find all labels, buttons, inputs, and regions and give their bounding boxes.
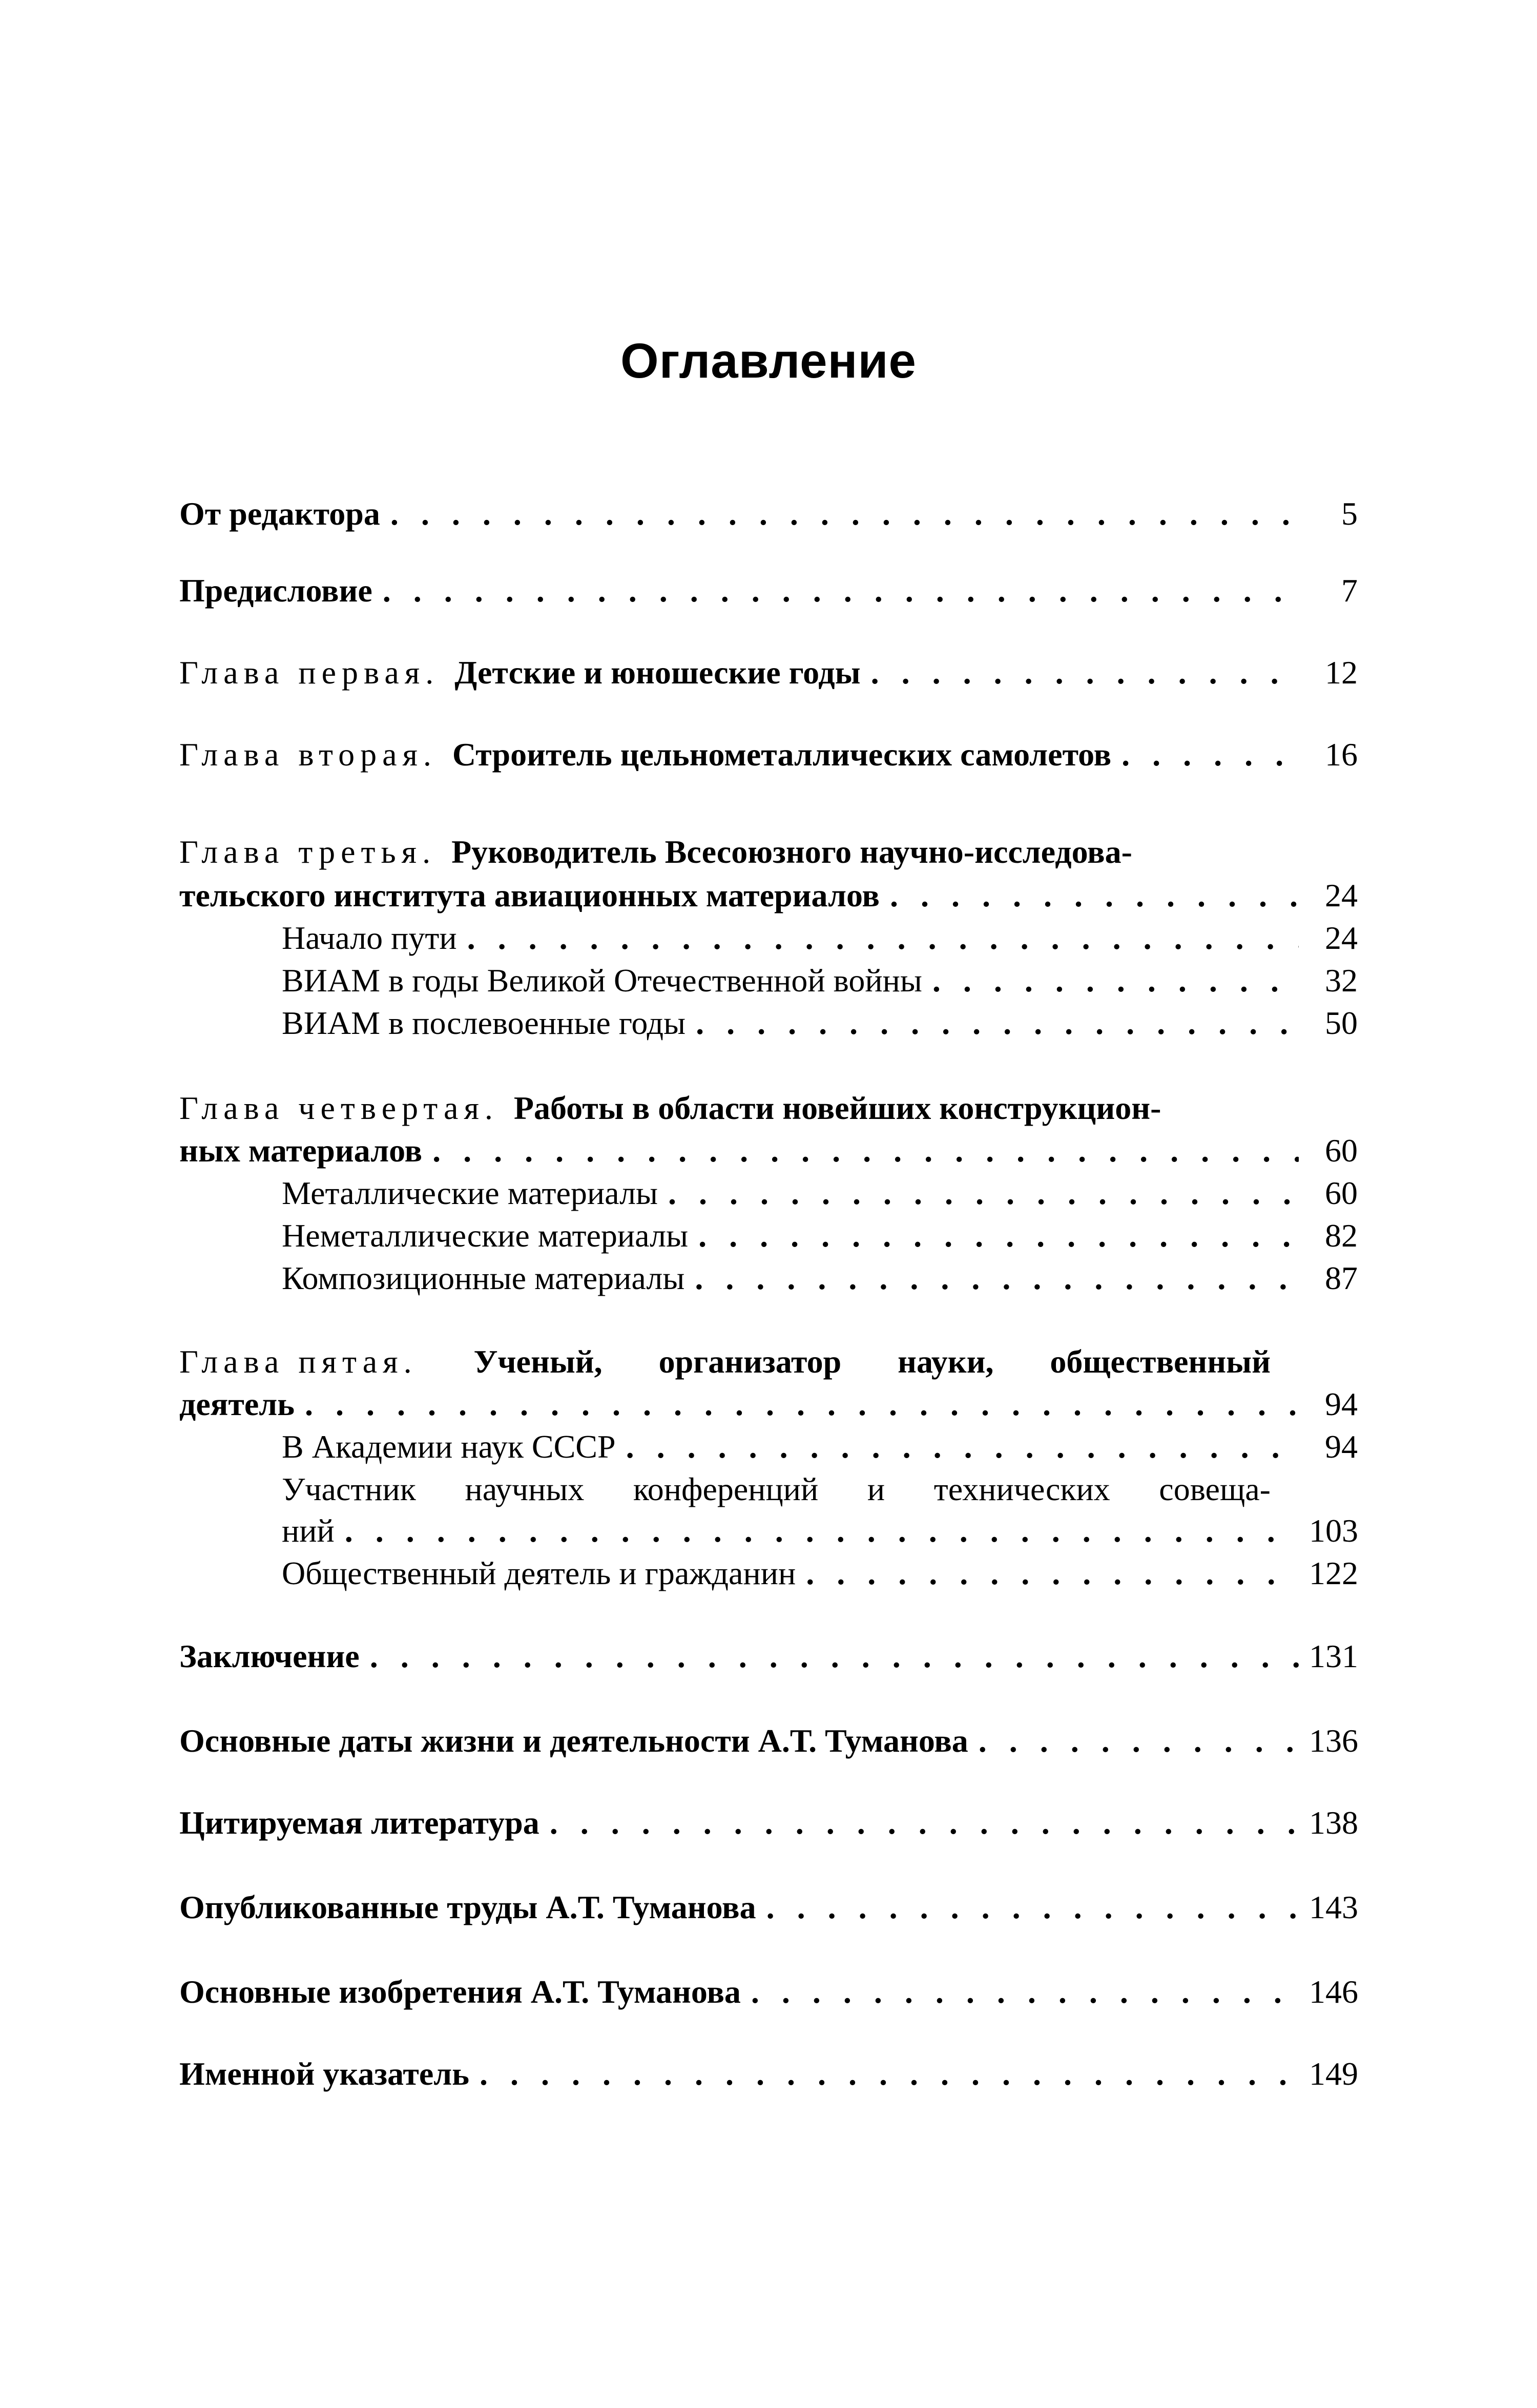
toc-entry-chapter-4-line2[interactable] xyxy=(179,1129,1358,1170)
toc-subentry-label: Начало пути xyxy=(282,920,457,956)
toc-page-number: 7 xyxy=(1341,572,1358,609)
toc-subentry[interactable] xyxy=(282,1256,1358,1297)
dot-leader xyxy=(806,1554,1299,1592)
chapter-title: Работы в области новейших конструкцион- xyxy=(513,1090,1161,1126)
toc-entry-label: Предисловие xyxy=(179,572,372,609)
toc-subentry[interactable] xyxy=(282,1551,1358,1592)
toc-entry-chapter-1[interactable] xyxy=(179,651,1358,692)
toc-entry-inventions[interactable] xyxy=(179,1970,1358,2011)
toc-entry-chapter-3-line1[interactable] xyxy=(179,830,1358,871)
toc-entry-works[interactable] xyxy=(179,1885,1358,1926)
toc-entry-conclusion[interactable] xyxy=(179,1634,1358,1675)
dot-leader xyxy=(751,1973,1299,2011)
dot-leader xyxy=(467,919,1299,957)
toc-subentry[interactable] xyxy=(282,1001,1358,1042)
toc-entry-label: Именной указатель xyxy=(179,2056,469,2092)
toc-page-number: 16 xyxy=(1325,736,1358,773)
toc-entry-label: Опубликованные труды А.Т. Туманова xyxy=(179,1889,756,1925)
chapter-title: Детские и юношеские годы xyxy=(454,654,861,691)
toc-page-number: 32 xyxy=(1325,962,1358,999)
chapter-title-continued: ных материалов xyxy=(179,1132,423,1169)
dot-leader xyxy=(932,962,1299,1000)
toc-page-number: 122 xyxy=(1309,1555,1358,1591)
toc-page-number: 24 xyxy=(1325,920,1358,956)
toc-subentry[interactable] xyxy=(282,1214,1358,1255)
toc-page-number: 138 xyxy=(1309,1804,1358,1841)
toc-subentry-label: Неметаллические материалы xyxy=(282,1217,689,1254)
toc-page-number: 82 xyxy=(1325,1217,1358,1254)
toc-subentry-label: ВИАМ в послевоенные годы xyxy=(282,1005,686,1041)
chapter-title-continued: тельского института авиационных материалов xyxy=(179,877,880,914)
chapter-prefix: Глава вторая. xyxy=(179,736,437,773)
toc-entry-chapter-3-line2[interactable] xyxy=(179,874,1358,915)
toc-page-number: 5 xyxy=(1341,495,1358,532)
toc-page-number: 94 xyxy=(1325,1386,1358,1422)
toc-subentry-word: Участник xyxy=(282,1471,416,1507)
toc-entry-label: От редактора xyxy=(179,495,380,532)
dot-leader xyxy=(979,1722,1299,1760)
toc-subentry-word: и xyxy=(867,1471,885,1507)
dot-leader xyxy=(480,2055,1299,2093)
toc-page-number: 24 xyxy=(1325,877,1358,914)
toc-subentry-word: конференций xyxy=(633,1471,819,1507)
toc-entry-label: Основные изобретения А.Т. Туманова xyxy=(179,1974,741,2010)
toc-entry-chapter-5-line1[interactable] xyxy=(179,1340,1271,1381)
dot-leader xyxy=(390,495,1299,533)
chapter-prefix: Глава пятая. xyxy=(179,1343,418,1380)
toc-entry-chapter-5-line2[interactable] xyxy=(179,1382,1358,1423)
toc-subentry-label: Общественный деятель и гражданин xyxy=(282,1555,796,1591)
dot-leader xyxy=(305,1385,1299,1423)
toc-entry-preface[interactable] xyxy=(179,569,1358,610)
dot-leader xyxy=(626,1428,1299,1466)
toc-entry-label: Заключение xyxy=(179,1638,360,1674)
toc-entry-dates[interactable] xyxy=(179,1719,1358,1760)
toc-page-number: 60 xyxy=(1325,1132,1358,1169)
toc-entry-chapter-2[interactable] xyxy=(179,733,1358,774)
toc-page-number: 149 xyxy=(1309,2056,1358,2092)
dot-leader xyxy=(432,1132,1299,1170)
toc-subentry-label: Металлические материалы xyxy=(282,1175,658,1211)
toc-subentry-multiline-line2[interactable] xyxy=(282,1509,1358,1550)
toc-subentry-word: научных xyxy=(465,1471,585,1507)
toc-subentry-label: Композиционные материалы xyxy=(282,1260,685,1296)
dot-leader xyxy=(370,1637,1299,1675)
toc-page-number: 60 xyxy=(1325,1175,1358,1211)
toc-page-number: 136 xyxy=(1309,1722,1358,1759)
page-title: Оглавление xyxy=(620,334,917,388)
dot-leader xyxy=(871,654,1299,692)
toc-page-number: 50 xyxy=(1325,1005,1358,1041)
dot-leader xyxy=(890,877,1299,915)
chapter-title: Руководитель Всесоюзного научно-исследова- xyxy=(451,834,1132,870)
toc-subentry-word: технических xyxy=(933,1471,1110,1507)
toc-subentry[interactable] xyxy=(282,1425,1358,1466)
toc-entry-literature[interactable] xyxy=(179,1801,1358,1842)
chapter-prefix: Глава четвертая. xyxy=(179,1090,499,1126)
dot-leader xyxy=(766,1888,1299,1926)
chapter-title-word: общественный xyxy=(1050,1343,1271,1380)
toc-subentry[interactable] xyxy=(282,916,1358,957)
dot-leader xyxy=(668,1174,1299,1212)
toc-subentry[interactable] xyxy=(282,1171,1358,1212)
toc-subentry-label: В Академии наук СССР xyxy=(282,1428,616,1465)
chapter-title-word: науки, xyxy=(898,1343,994,1380)
toc-page-number: 103 xyxy=(1309,1512,1358,1549)
chapter-title-word: Ученый, xyxy=(473,1343,603,1380)
toc-subentry-multiline-line1[interactable] xyxy=(282,1467,1271,1508)
dot-leader xyxy=(1121,736,1299,774)
toc-subentry-label: ний xyxy=(282,1512,335,1549)
chapter-prefix: Глава первая. xyxy=(179,654,440,691)
dot-leader xyxy=(550,1804,1299,1842)
dot-leader xyxy=(698,1217,1299,1255)
chapter-title: Строитель цельнометаллических самолетов xyxy=(452,736,1112,773)
dot-leader xyxy=(696,1004,1299,1042)
chapter-title-word: организатор xyxy=(658,1343,842,1380)
toc-entry-editor[interactable] xyxy=(179,492,1358,533)
toc-page-number: 143 xyxy=(1309,1889,1358,1925)
toc-page-number: 146 xyxy=(1309,1974,1358,2010)
toc-entry-index[interactable] xyxy=(179,2052,1358,2093)
toc-page-number: 12 xyxy=(1325,654,1358,691)
toc-subentry-word: совеща- xyxy=(1159,1471,1271,1507)
dot-leader xyxy=(345,1512,1299,1550)
dot-leader xyxy=(383,572,1299,610)
toc-subentry[interactable] xyxy=(282,959,1358,1000)
toc-subentry-label: ВИАМ в годы Великой Отечественной войны xyxy=(282,962,922,999)
dot-leader xyxy=(695,1259,1299,1297)
toc-entry-label: Основные даты жизни и деятельности А.Т. Туманова xyxy=(179,1722,968,1759)
toc-page-number: 87 xyxy=(1325,1260,1358,1296)
toc-page-number: 94 xyxy=(1325,1428,1358,1465)
chapter-prefix: Глава третья. xyxy=(179,834,437,870)
toc-entry-chapter-4-line1[interactable] xyxy=(179,1086,1358,1127)
chapter-title-continued: деятель xyxy=(179,1386,295,1422)
toc-page-number: 131 xyxy=(1309,1638,1358,1674)
toc-entry-label: Цитируемая литература xyxy=(179,1804,539,1841)
